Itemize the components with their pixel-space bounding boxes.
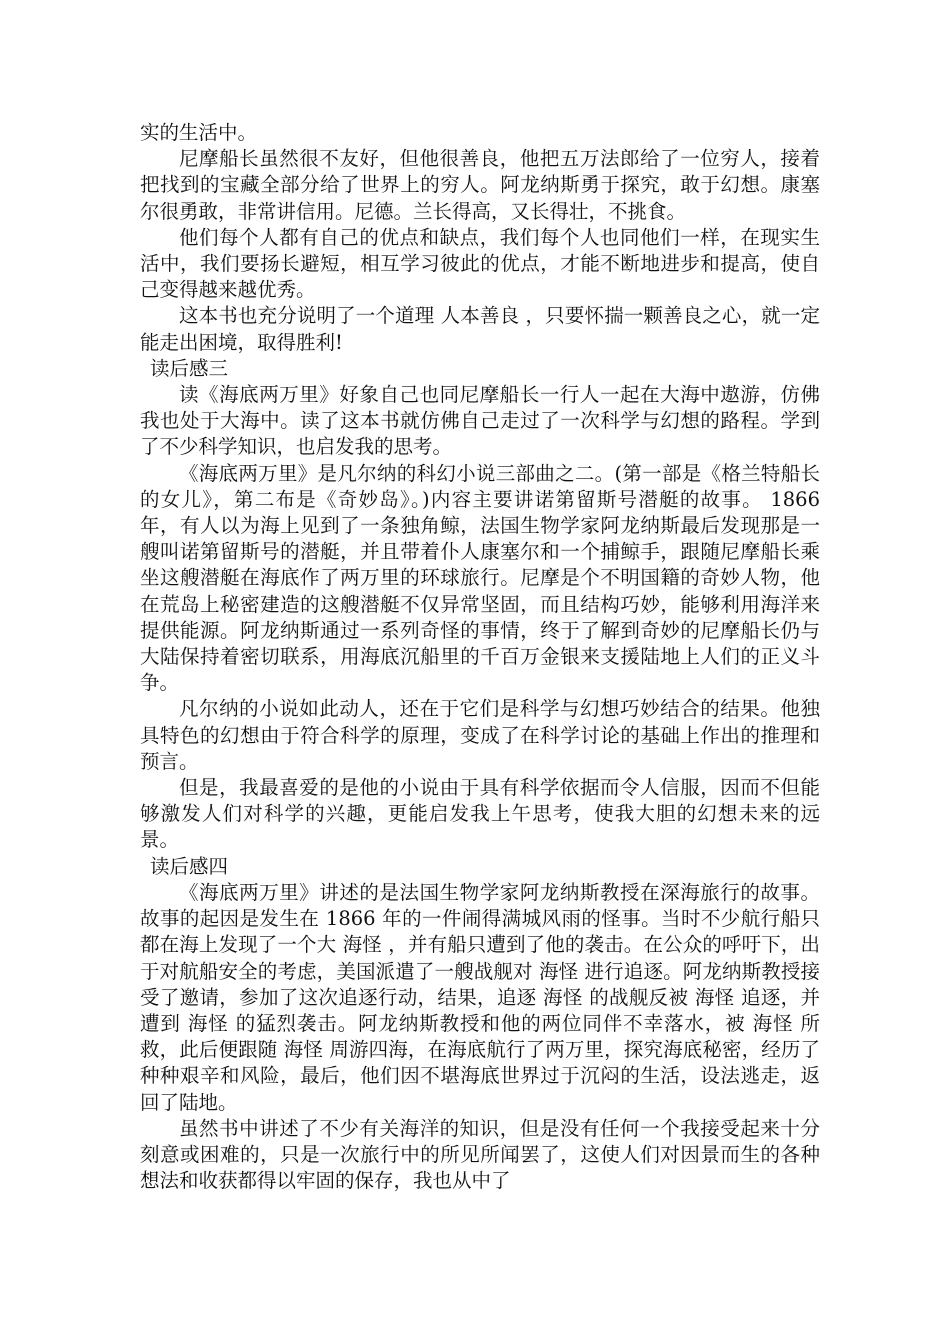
paragraph-reading-journey: 读《海底两万里》好象自己也同尼摩船长一行人一起在大海中遨游，仿佛我也处于大海中。读了这本书就仿佛自己走过了一次科学与幻想的路程。学到了不少科学知识，也启发我的思考。: [140, 383, 820, 459]
section-heading-3: 读后感三: [150, 356, 229, 380]
paragraph-strengths-weaknesses: 他们每个人都有自己的优点和缺点，我们每个人也同他们一样，在现实生活中，我们要扬长避短，相互学习彼此的优点，才能不断地进步和提高，使自己变得越来越优秀。: [140, 225, 820, 302]
paragraph-story-outline: 《海底两万里》讲述的是法国生物学家阿龙纳斯教授在深海旅行的故事。故事的起因是发生在 1866 年的一件闹得满城风雨的怪事。当时不少航行船只都在海上发现了一个大 海怪 ，并有船只遭到了他的袭击。在公众的呼吁下，出于对航船安全的考虑，美国派遣了一艘战舰对 海怪 进行追逐。阿龙纳斯教授接受了邀请，参加了这次追逐行动，结果，追逐 海怪 的战舰反被 海怪 追逐，并遭到 海怪 的猛烈袭击。阿龙纳斯教授和他的两位同伴不幸落水，被 海怪 所救，此后便跟随 海怪 周游四海，在海底航行了两万里，探究海底秘密，经历了种种艰辛和风险，最后，他们因不堪海底世界过于沉闷的生活，设法逃走，返回了陆地。: [140, 880, 820, 1114]
paragraph-ocean-knowledge: 虽然书中讲述了不少有关海洋的知识，但是没有任何一个我接受起来十分刻意或困难的，只是一次旅行中的所见所闻罢了，这使人们对因景而生的各种想法和收获都得以牢固的保存，我也从中了: [140, 1116, 820, 1193]
paragraph-kindness: 这本书也充分说明了一个道理 人本善良 ，只要怀揣一颗善良之心，就一定能走出困境，取得胜利!: [140, 304, 820, 354]
document-page: [140, 120, 820, 1194]
paragraph-book-summary: 《海底两万里》是凡尔纳的科幻小说三部曲之二。(第一部是《格兰特船长的女儿》，第二布是《奇妙岛》。)内容主要讲诺第留斯号潜艇的故事。 1866 年，有人以为海上见到了一条独角鲸，法国生物学家阿龙纳斯最后发现那是一艘叫诺第留斯号的潜艇，并且带着仆人康塞尔和一个捕鲸手，跟随尼摩船长乘坐这艘潜艇在海底作了两万里的环球旅行。尼摩是个不明国籍的奇妙人物，他在荒岛上秘密建造的这艘潜艇不仅异常坚固，而且结构巧妙，能够利用海洋来提供能源。阿龙纳斯通过一系列奇怪的事情，终于了解到奇妙的尼摩船长仍与大陆保持着密切联系，用海底沉船里的千百万金银来支援陆地上人们的正义斗争。: [140, 461, 820, 695]
paragraph-continuation: 实的生活中。: [140, 121, 258, 144]
section-heading-4: 读后感四: [150, 854, 229, 878]
paragraph-favorite: 但是，我最喜爱的是他的小说由于具有科学依据而令人信服，因而不但能够激发人们对科学的兴趣，更能启发我上午思考，使我大胆的幻想未来的远景。: [140, 776, 820, 852]
paragraph-captain-nemo: 尼摩船长虽然很不友好，但他很善良，他把五万法郎给了一位穷人，接着把找到的宝藏全部分给了世界上的穷人。阿龙纳斯勇于探究，敢于幻想。康塞尔很勇敢，非常讲信用。尼德。兰长得高，又长得壮，不挑食。: [140, 147, 820, 223]
paragraph-science-fantasy: 凡尔纳的小说如此动人，还在于它们是科学与幻想巧妙结合的结果。他独具特色的幻想由于符合科学的原理，变成了在科学讨论的基础上作出的推理和预言。: [140, 697, 820, 773]
